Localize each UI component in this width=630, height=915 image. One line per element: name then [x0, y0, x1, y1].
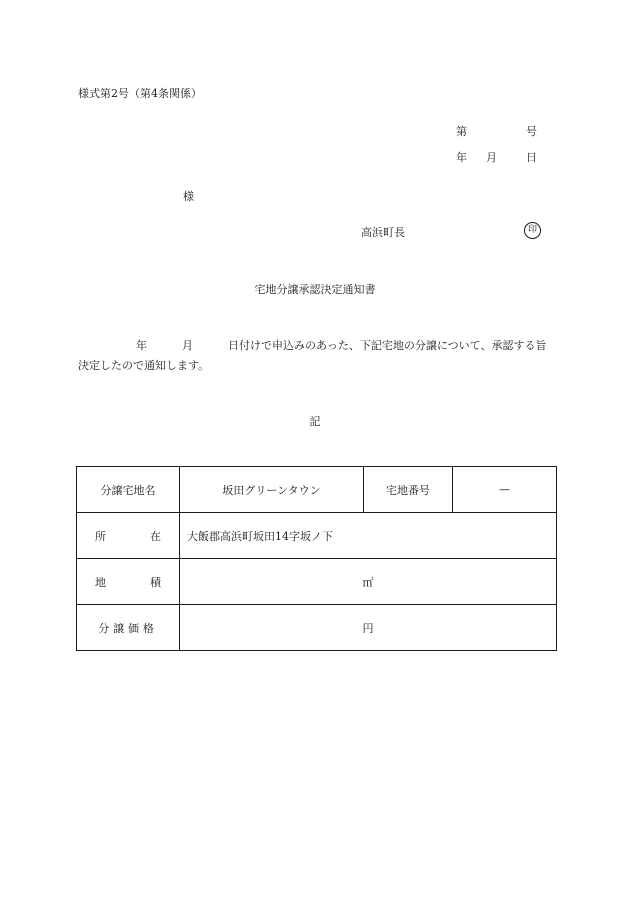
table-row: [77, 605, 557, 651]
lot-number-value: —: [453, 467, 557, 513]
doc-number-suffix: 号: [526, 125, 537, 138]
body-month: 月: [182, 339, 193, 352]
addressee-suffix: 様: [183, 190, 194, 203]
document-title: 宅地分譲承認決定通知書: [254, 283, 376, 296]
area-unit: ㎡: [362, 575, 374, 589]
document-number: [456, 123, 537, 139]
document-date: [456, 149, 537, 165]
area-label: [77, 559, 180, 605]
form-identifier: 様式第2号（第4条関係）: [78, 87, 202, 100]
table-row: [77, 467, 557, 513]
body-paragraph: [78, 336, 554, 376]
location-label-a: 所: [95, 529, 106, 543]
body-text: 日付けで申込みのあった、下記宅地の分譲について、承認する旨決定したので通知します。: [78, 339, 547, 372]
doc-number-prefix: 第: [456, 125, 467, 138]
issuer-name: 高浜町長: [361, 226, 405, 239]
lot-name-label: 分譲宅地名: [77, 467, 180, 513]
table-row: [77, 513, 557, 559]
location-value: 大飯郡高浜町坂田14字坂ノ下: [180, 513, 557, 559]
location-label-b: 在: [150, 529, 161, 543]
price-label: 分譲価格: [77, 605, 180, 651]
lot-name-value: 坂田グリーンタウン: [180, 467, 364, 513]
date-month: 月: [486, 151, 497, 164]
area-label-b: 積: [150, 575, 161, 589]
location-label: [77, 513, 180, 559]
lot-details-table: [76, 466, 557, 651]
table-row: [77, 559, 557, 605]
body-year: 年: [136, 339, 147, 352]
date-day: 日: [526, 151, 537, 164]
price-value: [180, 605, 557, 651]
ki-heading: 記: [309, 415, 321, 428]
date-year: 年: [456, 151, 467, 164]
lot-number-label: 宅地番号: [364, 467, 453, 513]
price-unit: 円: [362, 621, 374, 635]
seal-mark: 印: [524, 222, 541, 239]
area-value: [180, 559, 557, 605]
area-label-a: 地: [95, 575, 106, 589]
